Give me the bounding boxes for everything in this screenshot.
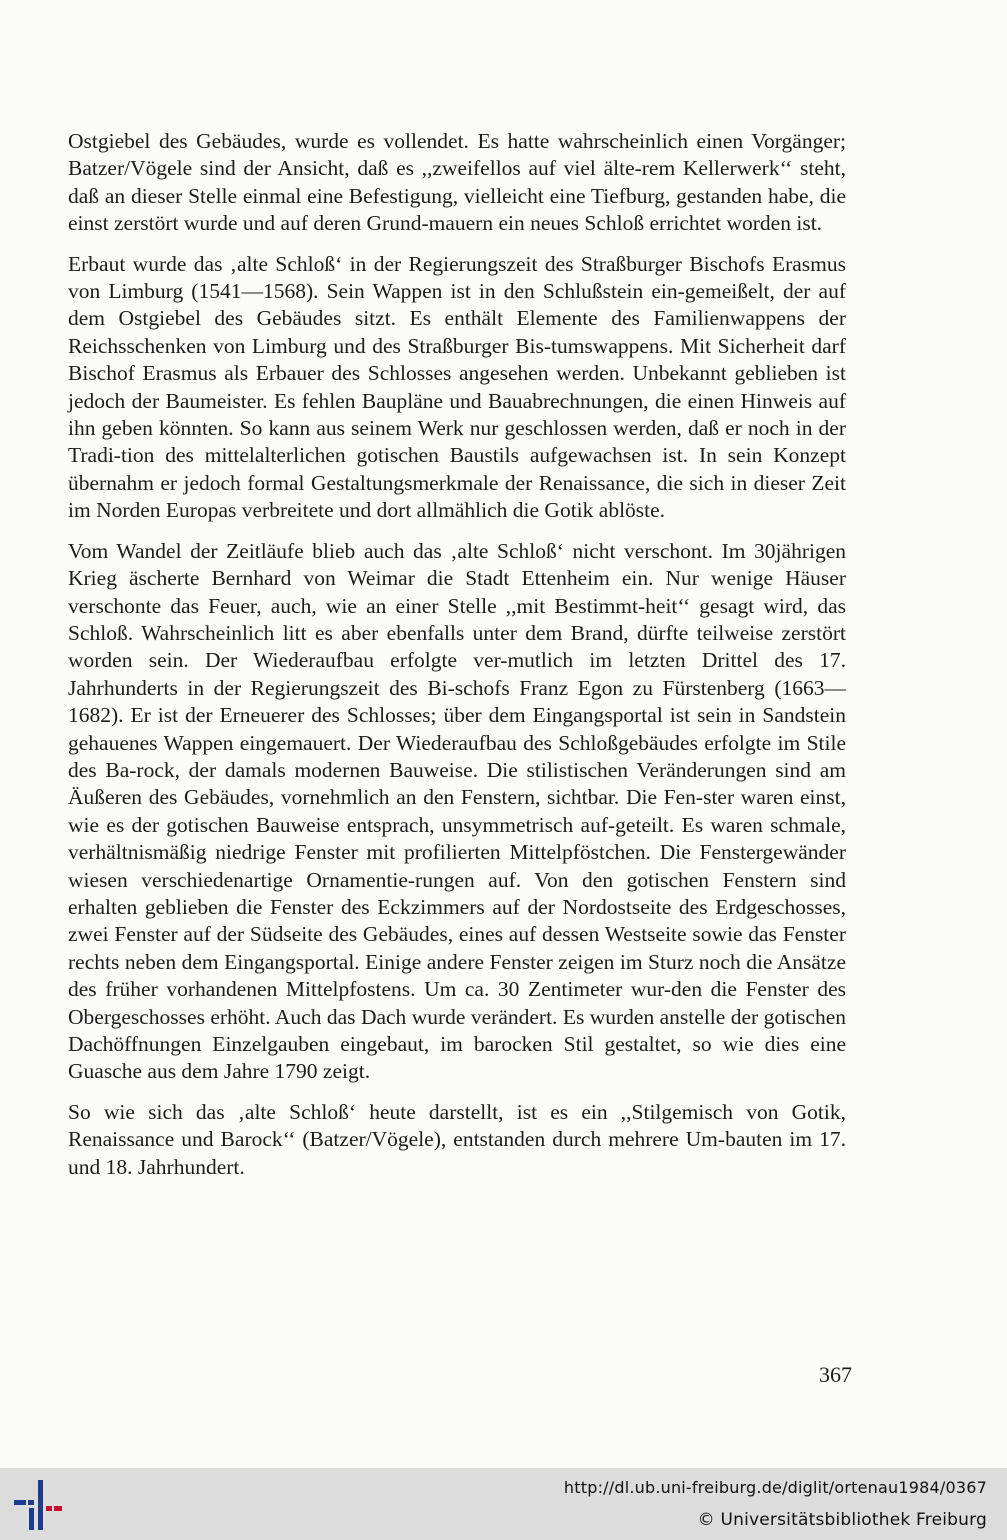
paragraph-2: Erbaut wurde das ‚alte Schloß‘ in der Regierungszeit des Straßburger Bischofs Erasmus von Limburg (1541—1568). Sein Wappen ist in den Schlußstein ein-gemeißelt, der auf dem Ostgiebel des Gebäudes sitzt. Es enthält Elemente des Familienwappens der Reichsschenken von Limburg und des Straßburger Bis-tumswappens. Mit Sicherheit darf Bischof Erasmus als Erbauer des Schlosses angesehen werden. Unbekannt geblieben ist jedoch der Baumeister. Es fehlen Baupläne und Bauabrechnungen, die einen Hinweis auf ihn geben könnten. So kann aus seinem Werk nur geschlossen werden, daß er noch in der Tradi-tion des mittelalterlichen gotischen Baustils aufgewachsen ist. In sein Konzept übernahm er jedoch formal Gestaltungsmerkmale der Renaissance, die sich in dieser Zeit im Norden Europas verbreitete und dort allmählich die Gotik ablöste. — [68, 251, 846, 523]
page-number: 367 — [819, 1362, 852, 1387]
footer-bar — [0, 1468, 1007, 1540]
copyright-notice: © Universitätsbibliothek Freiburg — [697, 1510, 987, 1530]
paragraph-1: Ostgiebel des Gebäudes, wurde es vollendet. Es hatte wahrscheinlich einen Vorgänger; Batzer/Vögele sind der Ansicht, daß es ,,zweifellos auf viel älte-rem Kellerwerk‘‘ steht, daß an dieser Stelle einmal eine Befestigung, vielleicht eine Tiefburg, gestanden habe, die einst zerstört wurde und auf deren Grund-mauern ein neues Schloß errichtet worden ist. — [68, 129, 846, 236]
paragraph-3: Vom Wandel der Zeitläufe blieb auch das ‚alte Schloß‘ nicht verschont. Im 30jährigen Krieg äscherte Bernhard von Weimar die Stadt Ettenheim ein. Nur wenige Häuser verschonte das Feuer, auch, wie an einer Stelle ,,mit Bestimmt-heit‘‘ gesagt wird, das Schloß. Wahrscheinlich litt es aber ebenfalls unter dem Brand, dürfte teilweise zerstört worden sein. Der Wiederaufbau erfolgte ver-mutlich im letzten Drittel des 17. Jahrhunderts in der Regierungszeit des Bi-schofs Franz Egon zu Fürstenberg (1663—1682). Er ist der Erneuerer des Schlosses; über dem Eingangsportal ist sein in Sandstein gehauenes Wappen eingemauert. Der Wiederaufbau des Schloßgebäudes erfolgte im Stile des Ba-rock, der damals modernen Bauweise. Die stilistischen Veränderungen sind am Äußeren des Gebäudes, vornehmlich an den Fenstern, sichtbar. Die Fen-ster waren einst, wie es der gotischen Bauweise entsprach, unsymmetrisch auf-geteilt. Es waren schmale, verhältnismäßig niedrige Fenster mit profilierten Mittelpföstchen. Die Fenstergewänder wiesen verschiedenartige Ornamentie-rungen auf. Von den gotischen Fenstern sind erhalten geblieben die Fenster des Eckzimmers auf der Nordostseite des Erdgeschosses, zwei Fenster auf der Südseite des Gebäudes, eines auf dessen Westseite sowie das Fenster rechts neben dem Eingangsportal. Einige andere Fenster zeigen im Sturz noch die Ansätze des früher vorhandenen Mittelpfostens. Um ca. 30 Zentimeter wur-den die Fenster des Obergeschosses erhöht. Auch das Dach wurde verändert. Es wurden anstelle der gotischen Dachöffnungen Einzelgauben eingebaut, im barocken Stil gestaltet, so wie dies eine Guasche aus dem Jahre 1790 zeigt. — [68, 538, 846, 1084]
body-text — [68, 128, 846, 1194]
ub-freiburg-logo-icon — [12, 1478, 64, 1534]
paragraph-4: So wie sich das ‚alte Schloß‘ heute darstellt, ist es ein ,,Stilgemisch von Gotik, Renaissance und Barock‘‘ (Batzer/Vögele), entstanden durch mehrere Um-bauten im 17. und 18. Jahrhundert. — [68, 1099, 846, 1179]
source-url-link[interactable]: http://dl.ub.uni-freiburg.de/diglit/ortenau1984/0367 — [563, 1478, 987, 1497]
